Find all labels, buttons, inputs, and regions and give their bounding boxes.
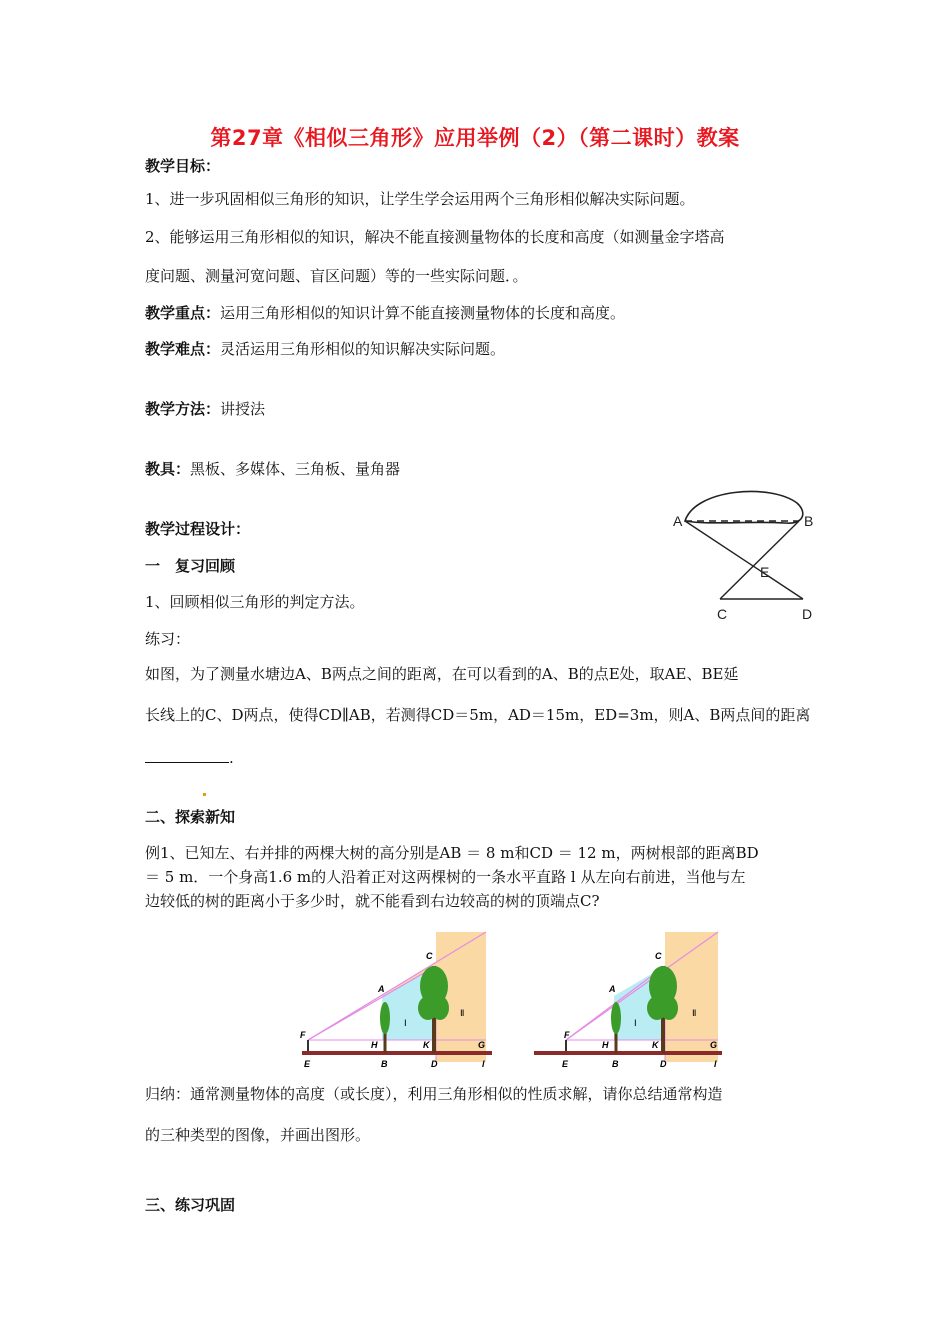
practice-label: 练习： [145, 630, 191, 648]
fig-left-label-a: A [378, 984, 385, 994]
fig-right-label-g: G [710, 1040, 718, 1050]
fig-right-label-region-2: Ⅱ [692, 1008, 697, 1018]
fig-right-label-c: C [655, 951, 662, 961]
fig-left-label-b: B [381, 1059, 388, 1069]
example-line-2: ＝ 5 m．一个身高1.6 m的人沿着正对这两棵树的一条水平直路 l 从左向右前进，当他与左 [145, 868, 746, 886]
fig-left-label-g: G [478, 1040, 486, 1050]
method-text: 讲授法 [220, 400, 266, 418]
fig-left-label-h: H [371, 1040, 378, 1050]
fig-left-label-k: K [423, 1040, 430, 1050]
fig-left-label-d: D [431, 1059, 438, 1069]
method-label: 教学方法： [145, 400, 221, 418]
objective-item-2-line-2: 度问题、测量河宽问题、盲区问题）等的一些实际问题．。 [145, 267, 528, 285]
label-e: E [760, 564, 770, 580]
tree-figure-left [296, 926, 496, 1076]
difficulty-text: 灵活运用三角形相似的知识解决实际问题。 [220, 340, 506, 358]
key-point [145, 304, 625, 322]
section2-heading: 二、探索新知 [145, 808, 236, 826]
objective-item-2-line-1: 2、能够运用三角形相似的知识，解决不能直接测量物体的长度和高度（如测量金字塔高 [145, 228, 725, 246]
tools [145, 460, 400, 478]
fig-left-label-l: l [482, 1059, 485, 1069]
segment-bc [720, 521, 799, 599]
fig-right-label-l: l [714, 1059, 717, 1069]
section1-heading: 一 复习回顾 [145, 557, 236, 575]
problem-end: . [229, 749, 234, 767]
fig-right-label-a: A [609, 984, 616, 994]
difficulty [145, 340, 505, 358]
document-title: 第27章《相似三角形》应用举例（2）（第二课时）教案 [210, 126, 740, 150]
objective-item-1: 1、进一步巩固相似三角形的知识，让学生学会运用两个三角形相似解决实际问题。 [145, 190, 695, 208]
fig-right-label-b: B [612, 1059, 619, 1069]
problem-line-1: 如图，为了测量水塘边A、B两点之间的距离，在可以看到的A、B的点E处，取AE、BE延 [145, 665, 739, 683]
example-line-1: 例1、已知左、右并排的两棵大树的高分别是AB ＝ 8 m和CD ＝ 12 m，两树根部的距离BD [145, 844, 759, 862]
difficulty-label: 教学难点： [145, 340, 221, 358]
pond-figure [665, 485, 825, 625]
mark-dot [202, 777, 207, 796]
problem-line-2: 长线上的C、D两点，使得CD∥AB，若测得CD＝5m，AD＝15m，ED=3m，则A、B两点间的距离 [145, 706, 811, 724]
summary-line-1: 归纳：通常测量物体的高度（或长度），利用三角形相似的性质求解，请你总结通常构造 [145, 1085, 723, 1103]
label-c: C [717, 606, 728, 622]
fig-right-label-k: K [652, 1040, 659, 1050]
objectives-heading: 教学目标： [145, 157, 221, 175]
fig-left-label-region-2: Ⅱ [460, 1008, 465, 1018]
label-b: B [804, 513, 814, 529]
fig-right-label-e: E [562, 1059, 569, 1069]
key-point-label: 教学重点： [145, 304, 221, 322]
tools-label: 教具： [145, 460, 191, 478]
problem-answer-line [145, 748, 234, 767]
label-a: A [673, 513, 683, 529]
segment-ad [685, 521, 803, 599]
label-d: D [802, 606, 813, 622]
process-heading: 教学过程设计： [145, 520, 251, 538]
summary-line-2: 的三种类型的图像，并画出图形。 [145, 1126, 371, 1144]
fig-left-label-f: F [300, 1030, 306, 1040]
fig-right-label-f: F [564, 1030, 570, 1040]
fig-right-label-h: H [602, 1040, 609, 1050]
pond-outline [685, 491, 803, 523]
section1-item-1: 1、回顾相似三角形的判定方法。 [145, 593, 365, 611]
key-point-text: 运用三角形相似的知识计算不能直接测量物体的长度和高度。 [220, 304, 626, 322]
answer-blank[interactable] [145, 748, 229, 763]
method [145, 400, 265, 418]
fig-left-label-region-1: Ⅰ [404, 1018, 407, 1028]
fig-right-label-d: D [660, 1059, 667, 1069]
fig-left-label-c: C [426, 951, 433, 961]
tools-text: 黑板、多媒体、三角板、量角器 [190, 460, 401, 478]
section3-heading: 三、练习巩固 [145, 1196, 236, 1214]
tree-figure-right [530, 926, 725, 1076]
fig-right-label-region-1: Ⅰ [634, 1018, 637, 1028]
example-line-3: 边较低的树的距离小于多少时，就不能看到右边较高的树的顶端点C? [145, 892, 600, 910]
fig-left-label-e: E [304, 1059, 311, 1069]
